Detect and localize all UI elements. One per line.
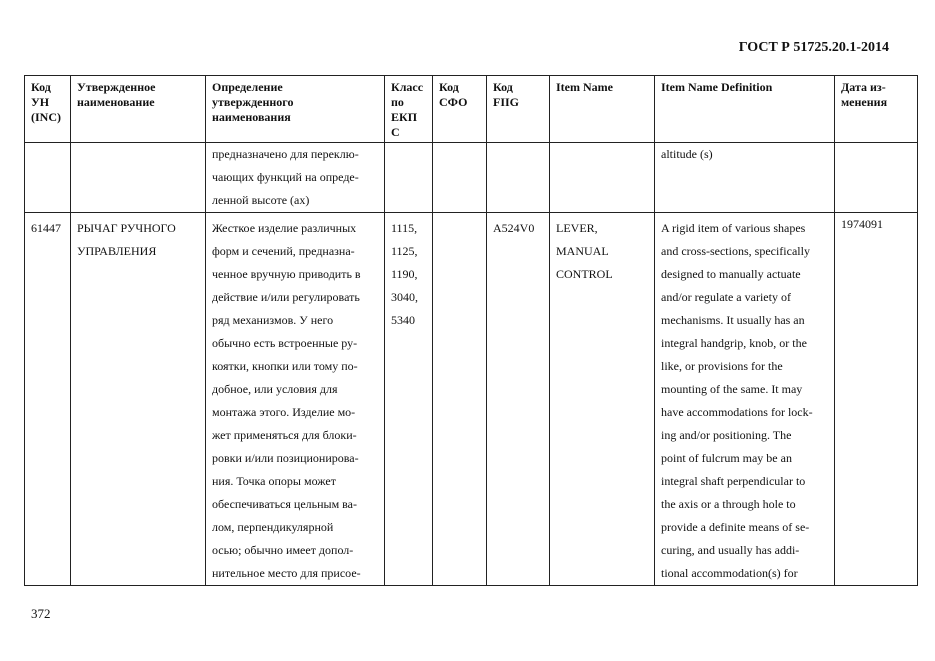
inc-code: 61447 — [31, 221, 61, 235]
text-line: mounting of the same. It may — [661, 382, 803, 396]
header-line: Утвержденное — [77, 80, 156, 94]
cell-class — [385, 143, 433, 213]
text-line: have accommodations for lock- — [661, 405, 813, 419]
text-line: CONTROL — [556, 267, 613, 281]
cell-fiig — [487, 213, 550, 586]
header-change-date — [835, 76, 918, 143]
cell-date — [835, 143, 918, 213]
text-line: обеспечиваться цельным ва- — [212, 497, 358, 511]
header-line: Item Name Definition — [661, 80, 773, 94]
text-line: tional accommodation(s) for — [661, 566, 798, 580]
header-line: Дата из- — [841, 80, 886, 94]
header-sfo — [433, 76, 487, 143]
header-line: УН — [31, 95, 50, 109]
header-line: Класс — [391, 80, 424, 94]
text-line: ing and/or positioning. The — [661, 428, 792, 442]
text-line: обычно есть встроенные ру- — [212, 336, 358, 350]
header-row — [25, 76, 918, 143]
text-line: лом, перпендикулярной — [212, 520, 334, 534]
text-line: 1115, — [391, 221, 418, 235]
text-line: монтажа этого. Изделие мо- — [212, 405, 356, 419]
text-line: integral shaft perpendicular to — [661, 474, 806, 488]
header-line: наименования — [212, 110, 291, 124]
text-line: чающих функций на опреде- — [212, 170, 359, 184]
text-line: curing, and usually has addi- — [661, 543, 800, 557]
text-line: жет применяться для блоки- — [212, 428, 357, 442]
cell-fiig — [487, 143, 550, 213]
text-line: point of fulcrum may be an — [661, 451, 792, 465]
codification-table — [24, 75, 918, 586]
fiig-code: A524V0 — [493, 221, 535, 235]
cell-sfo — [433, 143, 487, 213]
header-definition-ru — [206, 76, 385, 143]
cell-item-name — [550, 213, 655, 586]
change-date: 1974091 — [841, 217, 883, 231]
header-line: С — [391, 125, 400, 139]
header-line: FIIG — [493, 95, 520, 109]
cell-inc — [25, 213, 71, 586]
header-line: (INC) — [31, 110, 61, 124]
header-fiig — [487, 76, 550, 143]
standard-label: ГОСТ Р 51725.20.1-2014 — [738, 40, 889, 55]
header-approved-name — [71, 76, 206, 143]
text-line: ровки и/или позиционирова- — [212, 451, 359, 465]
cell-definition-ru — [206, 143, 385, 213]
text-line: Жесткое изделие различных — [212, 221, 357, 235]
cell-definition-ru — [206, 213, 385, 586]
entry-row — [25, 213, 918, 586]
text-line: форм и сечений, предназна- — [212, 244, 355, 258]
header-line: Определение — [212, 80, 283, 94]
text-line: добное, или условия для — [212, 382, 338, 396]
header-line: менения — [841, 95, 888, 109]
cell-item-name — [550, 143, 655, 213]
text-line: ния. Точка опоры может — [212, 474, 336, 488]
text-line: ченное вручную приводить в — [212, 267, 361, 281]
continuation-row — [25, 143, 918, 213]
text-line: altitude (s) — [661, 147, 713, 161]
text-line: нительное место для присое- — [212, 566, 361, 580]
cell-date — [835, 213, 918, 586]
text-line: осью; обычно имеет допол- — [212, 543, 354, 557]
header-inc — [25, 76, 71, 143]
text-line: ряд механизмов. У него — [212, 313, 334, 327]
text-line: and cross-sections, specifically — [661, 244, 810, 258]
cell-definition-en — [655, 143, 835, 213]
text-line: and/or regulate a variety of — [661, 290, 791, 304]
header-line: ЕКП — [391, 110, 418, 124]
cell-class — [385, 213, 433, 586]
text-line: 5340 — [391, 313, 415, 327]
header-line: Код — [31, 80, 51, 94]
text-line: коятки, кнопки или тому по- — [212, 359, 358, 373]
header-line: наименование — [77, 95, 155, 109]
text-line: A rigid item of various shapes — [661, 221, 806, 235]
text-line: the axis or a through hole to — [661, 497, 796, 511]
text-line: ленной высоте (ах) — [212, 193, 310, 207]
text-line: РЫЧАГ РУЧНОГО — [77, 221, 176, 235]
text-line: 3040, — [391, 290, 418, 304]
text-line: like, or provisions for the — [661, 359, 783, 373]
header-line: Item Name — [556, 80, 613, 94]
text-line: действие и/или регулировать — [212, 290, 360, 304]
header-line: по — [391, 95, 404, 109]
cell-sfo — [433, 213, 487, 586]
text-line: MANUAL — [556, 244, 609, 258]
text-line: УПРАВЛЕНИЯ — [77, 244, 157, 258]
page-number: 372 — [31, 606, 51, 621]
header-line: СФО — [439, 95, 468, 109]
header-item-name — [550, 76, 655, 143]
text-line: designed to manually actuate — [661, 267, 801, 281]
cell-name-ru — [71, 213, 206, 586]
text-line: предназначено для переклю- — [212, 147, 359, 161]
header-line: Код — [439, 80, 459, 94]
header-line: Код — [493, 80, 513, 94]
header-definition-en — [655, 76, 835, 143]
header-class — [385, 76, 433, 143]
cell-inc — [25, 143, 71, 213]
text-line: mechanisms. It usually has an — [661, 313, 805, 327]
text-line: integral handgrip, knob, or the — [661, 336, 807, 350]
text-line: LEVER, — [556, 221, 598, 235]
text-line: 1190, — [391, 267, 418, 281]
header-line: утвержденного — [212, 95, 294, 109]
text-line: provide a definite means of se- — [661, 520, 810, 534]
cell-name-ru — [71, 143, 206, 213]
cell-definition-en — [655, 213, 835, 586]
text-line: 1125, — [391, 244, 418, 258]
